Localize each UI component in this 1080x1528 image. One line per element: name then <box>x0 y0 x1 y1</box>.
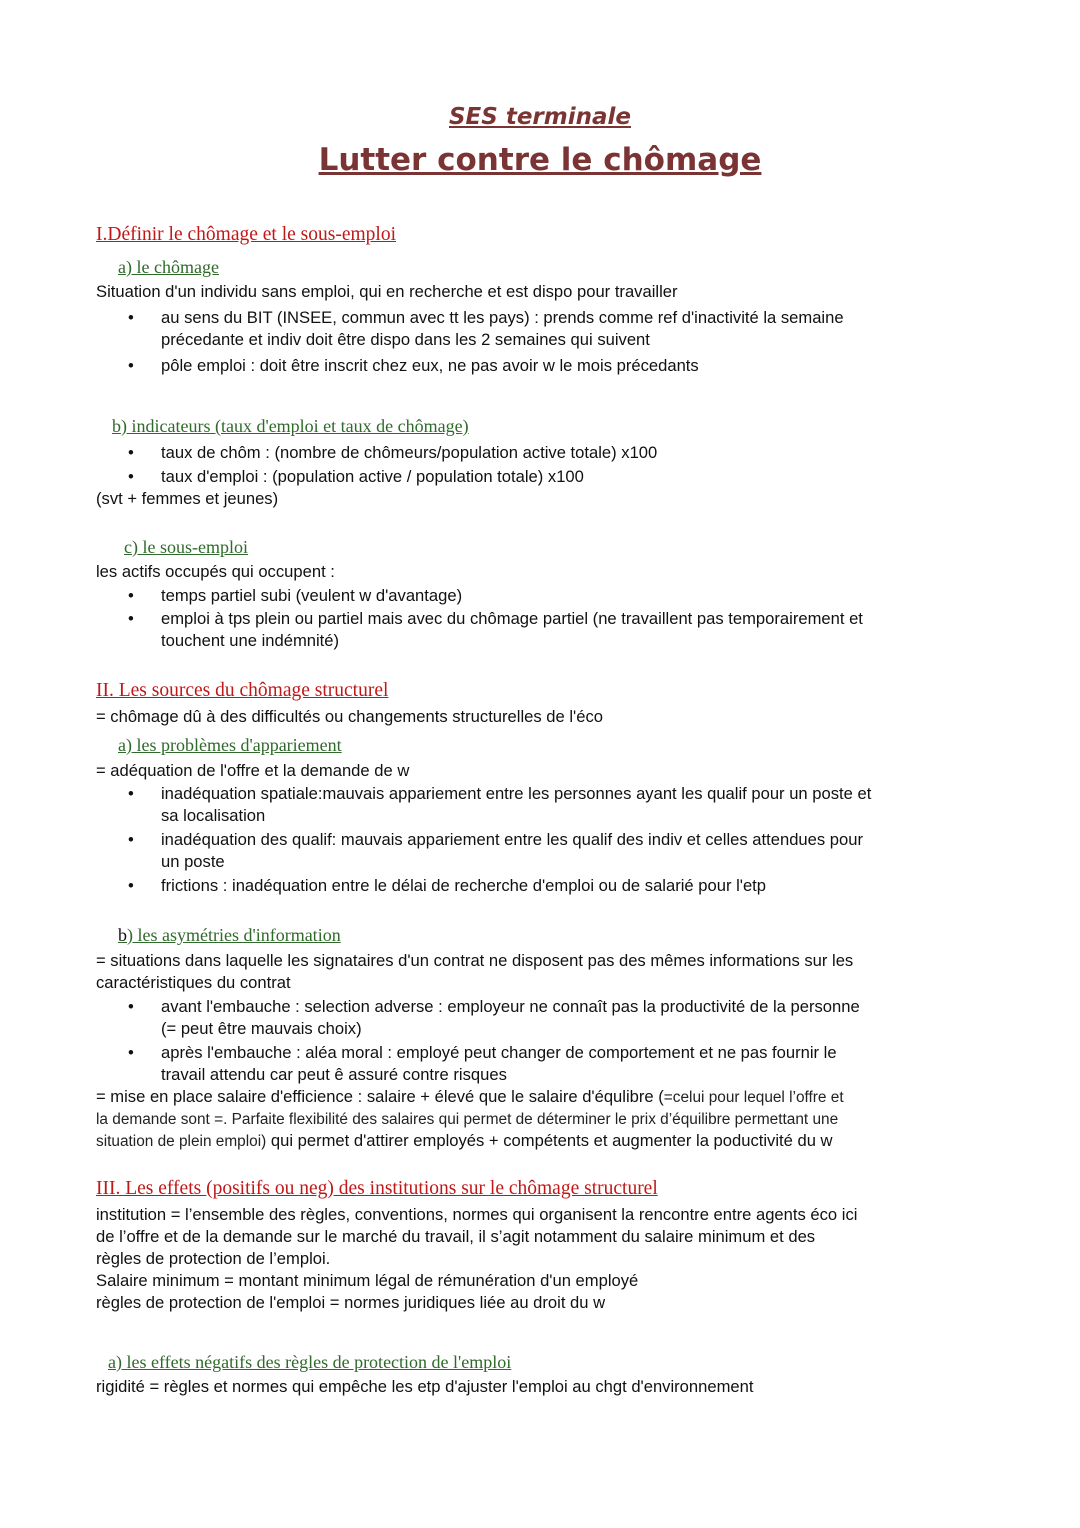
efficiency-wage-text-note: =celui pour lequel l’offre et <box>663 1089 844 1106</box>
efficiency-wage-text <box>96 1086 844 1109</box>
section-2-definition: = chômage dû à des difficultés ou changements structurelles de l'éco <box>96 707 603 726</box>
section-1b-heading: b) indicateurs (taux d'emploi et taux de chômage) <box>112 416 469 436</box>
institution-definition: institution = l’ensemble des règles, conventions, normes qui organisent la rencontre entre agents éco ici <box>96 1205 858 1224</box>
document-title: Lutter contre le chômage <box>318 142 762 178</box>
document-subtitle: SES terminale <box>448 104 631 130</box>
section-1b-note: (svt + femmes et jeunes) <box>96 489 279 508</box>
institution-definition-continuation: règles de protection de l’emploi. <box>96 1249 331 1268</box>
section-1c-heading: c) le sous-emploi <box>124 537 248 557</box>
section-1c-text: les actifs occupés qui occupent : <box>96 562 335 581</box>
efficiency-wage-text-note: la demande sont =. Parfaite flexibilité des salaires qui permet de déterminer le prix d’équilibre permettant une <box>96 1111 839 1128</box>
bullet-icon: • <box>128 1043 134 1062</box>
section-1-heading: I.Définir le chômage et le sous-emploi <box>96 224 396 245</box>
section-2b-heading <box>118 925 341 946</box>
efficiency-wage-text-part: qui permet d'attirer employés + compétents et augmenter la poductivité du w <box>266 1131 833 1150</box>
list-item: emploi à tps plein ou partiel mais avec du chômage partiel (ne travaillent pas temporairement et <box>161 609 863 628</box>
bullet-icon: • <box>128 586 134 605</box>
section-2b-heading-text: ) les asymétries d'information <box>127 925 341 945</box>
section-1a-text: Situation d'un individu sans emploi, qui en recherche et est dispo pour travailler <box>96 282 678 301</box>
list-item: après l'embauche : aléa moral : employé peut changer de comportement et ne pas fournir le <box>161 1043 837 1062</box>
section-2b-text-continuation: caractéristiques du contrat <box>96 973 291 992</box>
bullet-icon: • <box>128 876 134 895</box>
list-item: inadéquation spatiale:mauvais appariement entre les personnes ayant les qualif pour un poste et <box>161 784 872 803</box>
section-3a-heading: a) les effets négatifs des règles de protection de l'emploi <box>108 1352 512 1372</box>
efficiency-wage-text-continuation <box>96 1108 838 1131</box>
section-3-heading: III. Les effets (positifs ou neg) des institutions sur le chômage structurel <box>96 1178 658 1199</box>
list-item: inadéquation des qualif: mauvais appariement entre les qualif des indiv et celles attendues pour <box>161 830 863 849</box>
section-2a-heading: a) les problèmes d'appariement <box>118 735 342 755</box>
section-2a-text: = adéquation de l'offre et la demande de w <box>96 761 410 780</box>
efficiency-wage-text-note: situation de plein emploi) <box>96 1133 267 1150</box>
bullet-icon: • <box>128 443 134 462</box>
bullet-icon: • <box>128 356 134 375</box>
list-item-continuation: travail attendu car peut ê assuré contre risques <box>161 1065 507 1084</box>
bullet-icon: • <box>128 997 134 1016</box>
bullet-icon: • <box>128 830 134 849</box>
list-item-continuation: un poste <box>161 852 225 871</box>
list-item: frictions : inadéquation entre le délai de recherche d'emploi ou de salarié pour l'etp <box>161 876 767 895</box>
bullet-icon: • <box>128 609 134 628</box>
bullet-icon: • <box>128 784 134 803</box>
section-2-heading: II. Les sources du chômage structurel <box>96 680 389 701</box>
employment-protection-definition: règles de protection de l'emploi = normes juridiques liée au droit du w <box>96 1293 606 1312</box>
bullet-icon: • <box>128 467 134 486</box>
list-item: taux d'emploi : (population active / population totale) x100 <box>161 467 584 486</box>
efficiency-wage-text-part: = mise en place salaire d'efficience : salaire + élevé que le salaire d'équlibre ( <box>96 1087 664 1106</box>
section-3a-text: rigidité = règles et normes qui empêche les etp d'ajuster l'emploi au chgt d'environnement <box>96 1377 754 1396</box>
list-item: temps partiel subi (veulent w d'avantage) <box>161 586 463 605</box>
section-2b-text: = situations dans laquelle les signataires d'un contrat ne disposent pas des mêmes informations sur les <box>96 951 854 970</box>
list-item-continuation: touchent une indémnité) <box>161 631 340 650</box>
list-item: avant l'embauche : selection adverse : employeur ne connaît pas la productivité de la personne <box>161 997 860 1016</box>
list-item-continuation: (= peut être mauvais choix) <box>161 1019 362 1038</box>
list-item: pôle emploi : doit être inscrit chez eux, ne pas avoir w le mois précedants <box>161 356 699 375</box>
list-item: taux de chôm : (nombre de chômeurs/population active totale) x100 <box>161 443 658 462</box>
list-item-continuation: précedante et indiv doit être dispo dans les 2 semaines qui suivent <box>161 330 650 349</box>
list-item-continuation: sa localisation <box>161 806 266 825</box>
minimum-wage-definition: Salaire minimum = montant minimum légal de rémunération d'un employé <box>96 1271 639 1290</box>
section-1a-heading: a) le chômage <box>118 257 219 277</box>
efficiency-wage-text-continuation <box>96 1130 833 1153</box>
section-2b-heading-prefix: b <box>118 925 127 945</box>
bullet-icon: • <box>128 308 134 327</box>
list-item: au sens du BIT (INSEE, commun avec tt les pays) : prends comme ref d'inactivité la semaine <box>161 308 844 327</box>
institution-definition-continuation: de l’offre et de la demande sur le marché du travail, il s’agit notamment du salaire minimum et des <box>96 1227 816 1246</box>
